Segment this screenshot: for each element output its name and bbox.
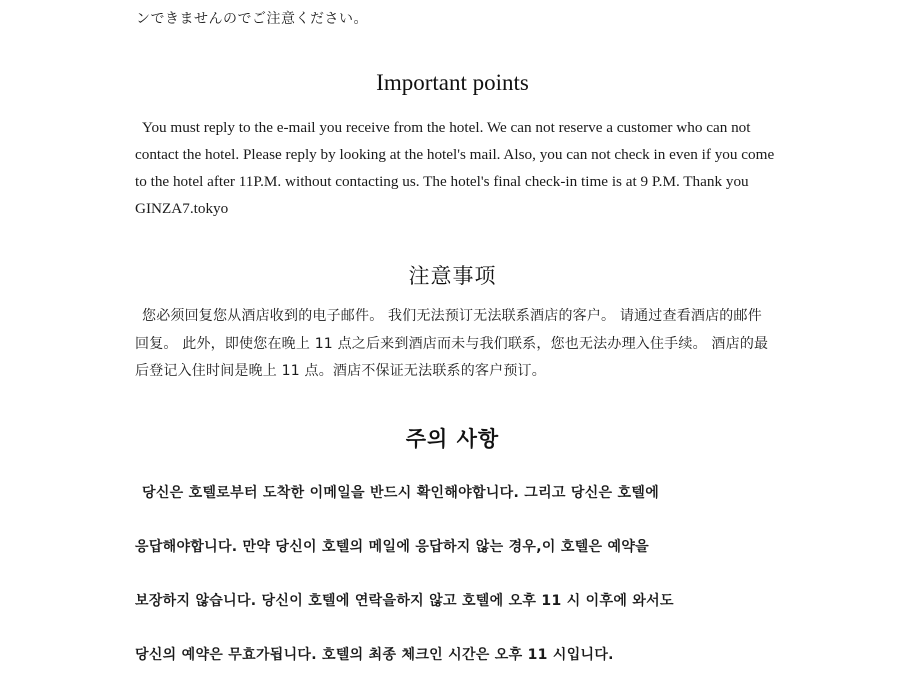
korean-heading: 주의 사항	[405, 427, 500, 451]
korean-paragraph	[135, 478, 785, 694]
korean-line: 당신은 호텔로부터 도착한 이메일을 반드시 확인해야합니다. 그리고 당신은 호텔에	[142, 485, 660, 501]
english-heading: Important points	[376, 70, 529, 95]
korean-line: 보장하지 않습니다. 당신이 호텔에 연락을하지 않고 호텔에 오후 11 시 이후에 와서도	[135, 593, 674, 609]
chinese-heading: 注意事项	[408, 264, 497, 288]
chinese-paragraph: 您必须回复您从酒店收到的电子邮件。 我们无法预订无法联系酒店的客户。 请通过查看酒店的邮件回复。 此外，即使您在晚上 11 点之后来到酒店而未与我们联系，您也无法办理入住手续。 酒店的最后登记入住时间是晚上 11 点。酒店不保证无法联系的客户预订。	[135, 308, 769, 379]
korean-line: 당신의 예약은 무효가됩니다. 호텔의 최종 체크인 시간은 오후 11 시입니다.	[135, 647, 614, 663]
english-paragraph: You must reply to the e-mail you receive from the hotel. We can not reserve a customer who can not contact the hotel. Please reply by looking at the hotel's mail. Also, you can not check in even if you come to the hotel after 11P.M. without contacting us. The hotel's final check-in time is at 9 P.M. Thank you GINZA7.tokyo	[135, 119, 775, 217]
korean-line: 응답해야합니다. 만약 당신이 호텔의 메일에 응답하지 않는 경우,이 호텔은 예약을	[135, 539, 649, 555]
japanese-text-tail: ンできませんのでご注意ください。	[136, 11, 368, 27]
